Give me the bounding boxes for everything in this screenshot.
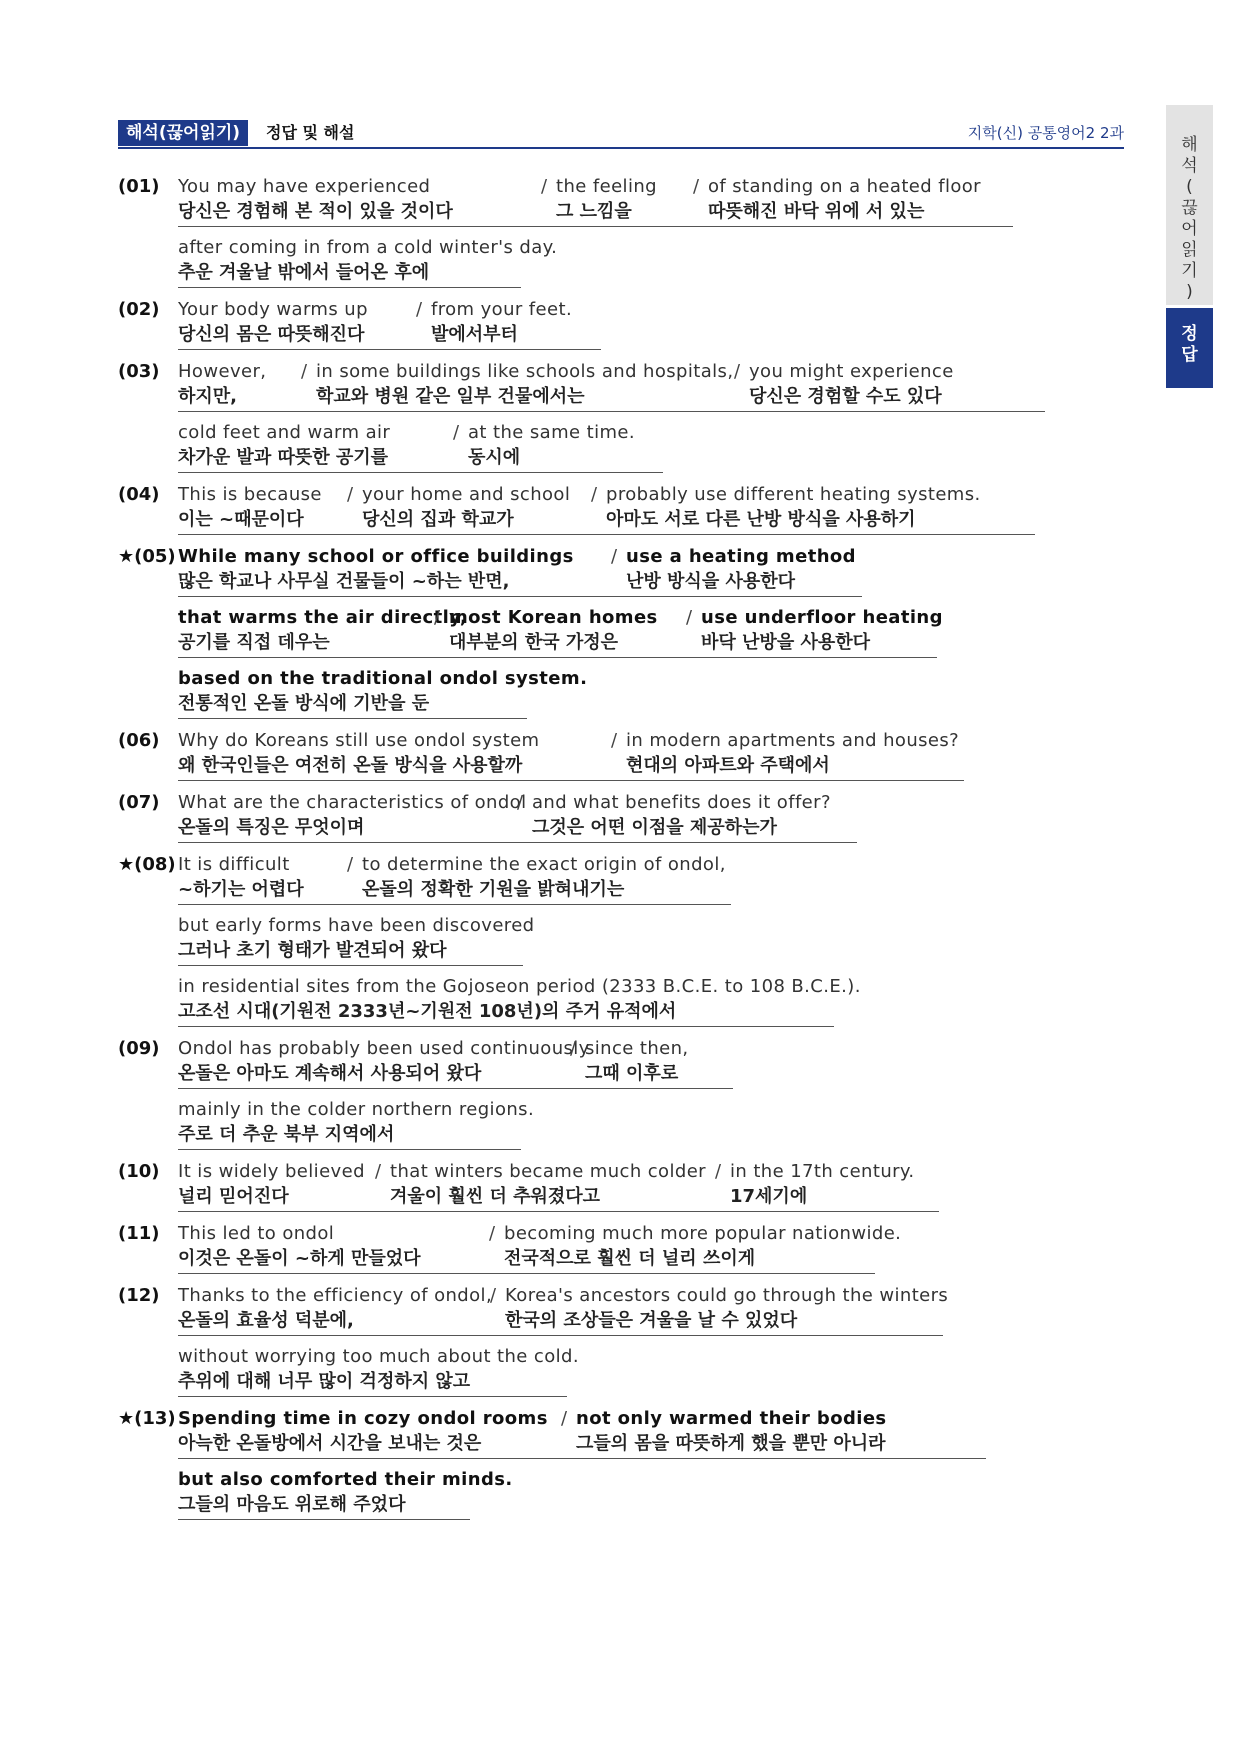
chunk <box>488 1221 902 1274</box>
chunk-line <box>178 359 1128 412</box>
chunk <box>346 482 590 535</box>
chunk-line <box>178 1344 1128 1397</box>
page-header <box>118 120 1124 148</box>
section-badge: 해석(끊어읽기) <box>118 120 248 146</box>
chunk-korean: 아늑한 온돌방에서 시간을 보내는 것은 <box>178 1433 482 1454</box>
chunk-english: / and what benefits does it offer? <box>532 792 831 813</box>
sentence-lines <box>178 297 1128 350</box>
chunk <box>178 1406 560 1459</box>
chunk <box>733 359 1045 412</box>
chunk-korean: 그것은 어떤 이점을 제공하는가 <box>532 817 777 838</box>
chunk-korean: 동시에 <box>468 447 521 468</box>
sentence-lines <box>178 1221 1128 1274</box>
chunk-korean: 많은 학교나 사무실 건물들이 ~하는 반면, <box>178 571 510 592</box>
chunk-korean: 온돌은 아마도 계속해서 사용되어 왔다 <box>178 1063 482 1084</box>
chunk <box>178 235 558 288</box>
chunk-english: / the feeling <box>556 176 657 197</box>
chunk-korean: 아마도 서로 다른 난방 방식을 사용하기 <box>606 509 916 530</box>
sentence-lines <box>178 852 1128 1027</box>
chunk <box>178 666 588 719</box>
chunk-korean: 공기를 직접 데우는 <box>178 632 330 653</box>
sentence-number: (11) <box>118 1223 160 1244</box>
chunk-english: but also comforted their minds. <box>178 1469 513 1490</box>
sentence-item <box>118 1406 1128 1520</box>
sentence-number: (07) <box>118 792 160 813</box>
translation-list <box>118 174 1128 1529</box>
chunk-english: Your body warms up <box>178 299 368 320</box>
sentence-lines <box>178 1406 1128 1520</box>
chunk <box>178 1467 513 1520</box>
chunk-english: / at the same time. <box>468 422 635 443</box>
chunk-english: / use underfloor heating <box>701 607 943 628</box>
chunk-line <box>178 728 1128 781</box>
sentence-lines <box>178 728 1128 781</box>
sentence-item <box>118 728 1128 781</box>
chunk <box>178 1221 488 1274</box>
chunk <box>178 359 300 412</box>
chunk <box>714 1159 939 1212</box>
chunk-english: after coming in from a cold winter's day. <box>178 237 558 258</box>
chunk <box>178 297 415 350</box>
chunk-english: based on the traditional ondol system. <box>178 668 588 689</box>
chunk-english: Spending time in cozy ondol rooms <box>178 1408 548 1429</box>
chunk-korean: 현대의 아파트와 주택에서 <box>626 755 830 776</box>
chunk-english: / use a heating method <box>626 546 856 567</box>
side-tab-reading[interactable] <box>1166 105 1213 305</box>
chunk-korean: 대부분의 한국 가정은 <box>449 632 619 653</box>
chunk-line <box>178 913 1128 966</box>
chunk <box>178 852 346 905</box>
chunk <box>178 974 861 1027</box>
chunk-english: / Korea's ancestors could go through the winters <box>505 1285 949 1306</box>
side-tab-answer-label: 정 답 <box>1181 324 1198 365</box>
sentence-lines <box>178 1036 1128 1150</box>
chunk-line <box>178 235 1128 288</box>
chunk-line <box>178 1283 1128 1336</box>
chunk-line <box>178 852 1128 905</box>
sentence-item <box>118 1283 1128 1397</box>
chunk-korean: 널리 믿어진다 <box>178 1186 289 1207</box>
chunk-korean: 그러나 초기 형태가 발견되어 왔다 <box>178 940 447 961</box>
chunk-line <box>178 974 1128 1027</box>
chunk-english: without worrying too much about the cold. <box>178 1346 579 1367</box>
chunk-english: / since then, <box>585 1038 689 1059</box>
chunk <box>178 1159 374 1212</box>
chunk-english: cold feet and warm air <box>178 422 391 443</box>
chunk-korean: 당신은 경험할 수도 있다 <box>749 386 942 407</box>
chunk <box>178 420 452 473</box>
chunk-korean: 온돌의 특징은 무엇이며 <box>178 817 365 838</box>
chunk-korean: 전통적인 온돌 방식에 기반을 둔 <box>178 693 430 714</box>
chunk-korean: 겨울이 훨씬 더 추워졌다고 <box>390 1186 601 1207</box>
chunk-english: You may have experienced <box>178 176 431 197</box>
chunk-english: Ondol has probably been used continuously <box>178 1038 590 1059</box>
chunk-korean: 17세기에 <box>730 1186 808 1207</box>
chunk-line <box>178 605 1128 658</box>
chunk-english: / of standing on a heated floor <box>708 176 981 197</box>
chunk-english: What are the characteristics of ondol <box>178 792 527 813</box>
chunk <box>300 359 733 412</box>
sentence-number: (09) <box>118 1038 160 1059</box>
chunk-english: This is because <box>178 484 322 505</box>
chunk-korean: 고조선 시대(기원전 2333년~기원전 108년)의 주거 유적에서 <box>178 1001 677 1022</box>
chunk <box>516 790 857 843</box>
chunk <box>610 544 862 597</box>
chunk-english: that warms the air directly, <box>178 607 468 628</box>
chunk-korean: 하지만, <box>178 386 238 407</box>
sentence-lines <box>178 1159 1128 1212</box>
chunk <box>692 174 1013 227</box>
chunk-line <box>178 1097 1128 1150</box>
sentence-item <box>118 359 1128 473</box>
chunk <box>569 1036 733 1089</box>
chunk-english: / in the 17th century. <box>730 1161 915 1182</box>
chunk-english: in residential sites from the Gojoseon period (2333 B.C.E. to 108 B.C.E.). <box>178 976 861 997</box>
chunk <box>433 605 685 658</box>
sentence-lines <box>178 544 1128 719</box>
chunk-english: / becoming much more popular nationwide. <box>504 1223 902 1244</box>
chunk-english: / in some buildings like schools and hospitals, <box>316 361 734 382</box>
sentence-number: (01) <box>118 176 160 197</box>
chunk-line <box>178 1467 1128 1520</box>
chunk <box>178 1283 493 1336</box>
chunk-english: / most Korean homes <box>449 607 658 628</box>
chunk-english: / to determine the exact origin of ondol, <box>362 854 726 875</box>
sentence-item <box>118 482 1128 535</box>
sentence-lines <box>178 482 1128 535</box>
sentence-number: ★(13) <box>118 1408 176 1429</box>
sentence-number: (03) <box>118 361 160 382</box>
chunk <box>178 482 346 535</box>
chunk <box>540 174 692 227</box>
sentence-item <box>118 852 1128 1027</box>
chunk-korean: 추위에 대해 너무 많이 걱정하지 않고 <box>178 1371 471 1392</box>
chunk-line <box>178 790 1128 843</box>
chunk-english: / your home and school <box>362 484 571 505</box>
chunk <box>178 544 610 597</box>
chunk <box>489 1283 949 1336</box>
chunk-english: / from your feet. <box>431 299 573 320</box>
chunk-korean: 그들의 마음도 위로해 주었다 <box>178 1494 406 1515</box>
chunk-english: This led to ondol <box>178 1223 335 1244</box>
sentence-number: (06) <box>118 730 160 751</box>
chunk <box>178 913 535 966</box>
chunk-line <box>178 482 1128 535</box>
sentence-lines <box>178 1283 1128 1397</box>
sentence-item <box>118 1159 1128 1212</box>
chunk-korean: 추운 겨울날 밖에서 들어온 후에 <box>178 262 430 283</box>
chunk-english: / that winters became much colder <box>390 1161 706 1182</box>
sentence-number: (04) <box>118 484 160 505</box>
chunk-english: / in modern apartments and houses? <box>626 730 960 751</box>
sentence-item <box>118 297 1128 350</box>
chunk-korean: 난방 방식을 사용한다 <box>626 571 796 592</box>
chunk-english: While many school or office buildings <box>178 546 574 567</box>
chunk-korean: 왜 한국인들은 여전히 온돌 방식을 사용할까 <box>178 755 523 776</box>
chunk-english: but early forms have been discovered <box>178 915 535 936</box>
sentence-item <box>118 544 1128 719</box>
chunk-english: Thanks to the efficiency of ondol, <box>178 1285 493 1306</box>
chunk-english: / probably use different heating systems. <box>606 484 981 505</box>
chunk-line <box>178 1406 1128 1459</box>
chunk <box>452 420 663 473</box>
chunk <box>178 1097 535 1150</box>
chunk <box>178 728 610 781</box>
chunk-line <box>178 1159 1128 1212</box>
chunk <box>685 605 943 658</box>
sentence-lines <box>178 790 1128 843</box>
chunk-korean: ~하기는 어렵다 <box>178 879 304 900</box>
chunk-line <box>178 1036 1128 1089</box>
chunk-english: However, <box>178 361 267 382</box>
chunk <box>178 605 468 658</box>
chunk-english: Why do Koreans still use ondol system <box>178 730 540 751</box>
chunk-korean: 학교와 병원 같은 일부 건물에서는 <box>316 386 585 407</box>
chunk-korean: 전국적으로 훨씬 더 널리 쓰이게 <box>504 1248 756 1269</box>
chunk-korean: 당신의 몸은 따뜻해진다 <box>178 324 365 345</box>
chunk-korean: 주로 더 추운 북부 지역에서 <box>178 1124 395 1145</box>
chunk-korean: 차가운 발과 따뜻한 공기를 <box>178 447 389 468</box>
sentence-number: (10) <box>118 1161 160 1182</box>
sentence-lines <box>178 359 1128 473</box>
sentence-lines <box>178 174 1128 288</box>
chunk <box>560 1406 986 1459</box>
section-subtitle: 정답 및 해설 <box>266 123 355 142</box>
chunk-line <box>178 420 1128 473</box>
chunk-english: / you might experience <box>749 361 954 382</box>
sentence-item <box>118 174 1128 288</box>
chunk-line <box>178 544 1128 597</box>
sentence-number: ★(05) <box>118 546 176 567</box>
chunk <box>178 790 527 843</box>
sentence-item <box>118 1221 1128 1274</box>
chunk-korean: 온돌의 효율성 덕분에, <box>178 1310 354 1331</box>
side-tab-reading-label: 해 석 ( 끊 어 읽 기 ) <box>1181 135 1198 302</box>
sentence-number: (02) <box>118 299 160 320</box>
chunk-korean: 이는 ~때문이다 <box>178 509 304 530</box>
chunk <box>415 297 601 350</box>
sentence-number: ★(08) <box>118 854 176 875</box>
chunk-english: It is widely believed <box>178 1161 365 1182</box>
chunk <box>610 728 964 781</box>
chunk <box>178 1344 579 1397</box>
chunk-korean: 바닥 난방을 사용한다 <box>701 632 871 653</box>
sentence-item <box>118 790 1128 843</box>
course-label: 지학(신) 공통영어2 2과 <box>967 124 1124 142</box>
chunk-line <box>178 666 1128 719</box>
chunk-korean: 한국의 조상들은 겨울을 날 수 있었다 <box>505 1310 798 1331</box>
chunk-korean: 이것은 온돌이 ~하게 만들었다 <box>178 1248 421 1269</box>
chunk-korean: 당신은 경험해 본 적이 있을 것이다 <box>178 201 453 222</box>
chunk-korean: 당신의 집과 학교가 <box>362 509 514 530</box>
chunk <box>374 1159 714 1212</box>
chunk-english: It is difficult <box>178 854 290 875</box>
chunk-korean: 그들의 몸을 따뜻하게 했을 뿐만 아니라 <box>576 1433 886 1454</box>
chunk-english: mainly in the colder northern regions. <box>178 1099 535 1120</box>
sentence-item <box>118 1036 1128 1150</box>
side-tab-answer[interactable] <box>1166 308 1213 388</box>
chunk-line <box>178 1221 1128 1274</box>
chunk <box>590 482 1035 535</box>
chunk-line <box>178 297 1128 350</box>
chunk <box>178 174 540 227</box>
chunk <box>178 1036 590 1089</box>
chunk-korean: 발에서부터 <box>431 324 518 345</box>
chunk-line <box>178 174 1128 227</box>
chunk-korean: 온돌의 정확한 기원을 밝혀내기는 <box>362 879 625 900</box>
sentence-number: (12) <box>118 1285 160 1306</box>
chunk-korean: 그 느낌을 <box>556 201 632 222</box>
chunk-english: / not only warmed their bodies <box>576 1408 887 1429</box>
chunk <box>346 852 731 905</box>
chunk-korean: 그때 이후로 <box>585 1063 679 1084</box>
chunk-korean: 따뜻해진 바닥 위에 서 있는 <box>708 201 925 222</box>
header-divider <box>118 147 1124 149</box>
